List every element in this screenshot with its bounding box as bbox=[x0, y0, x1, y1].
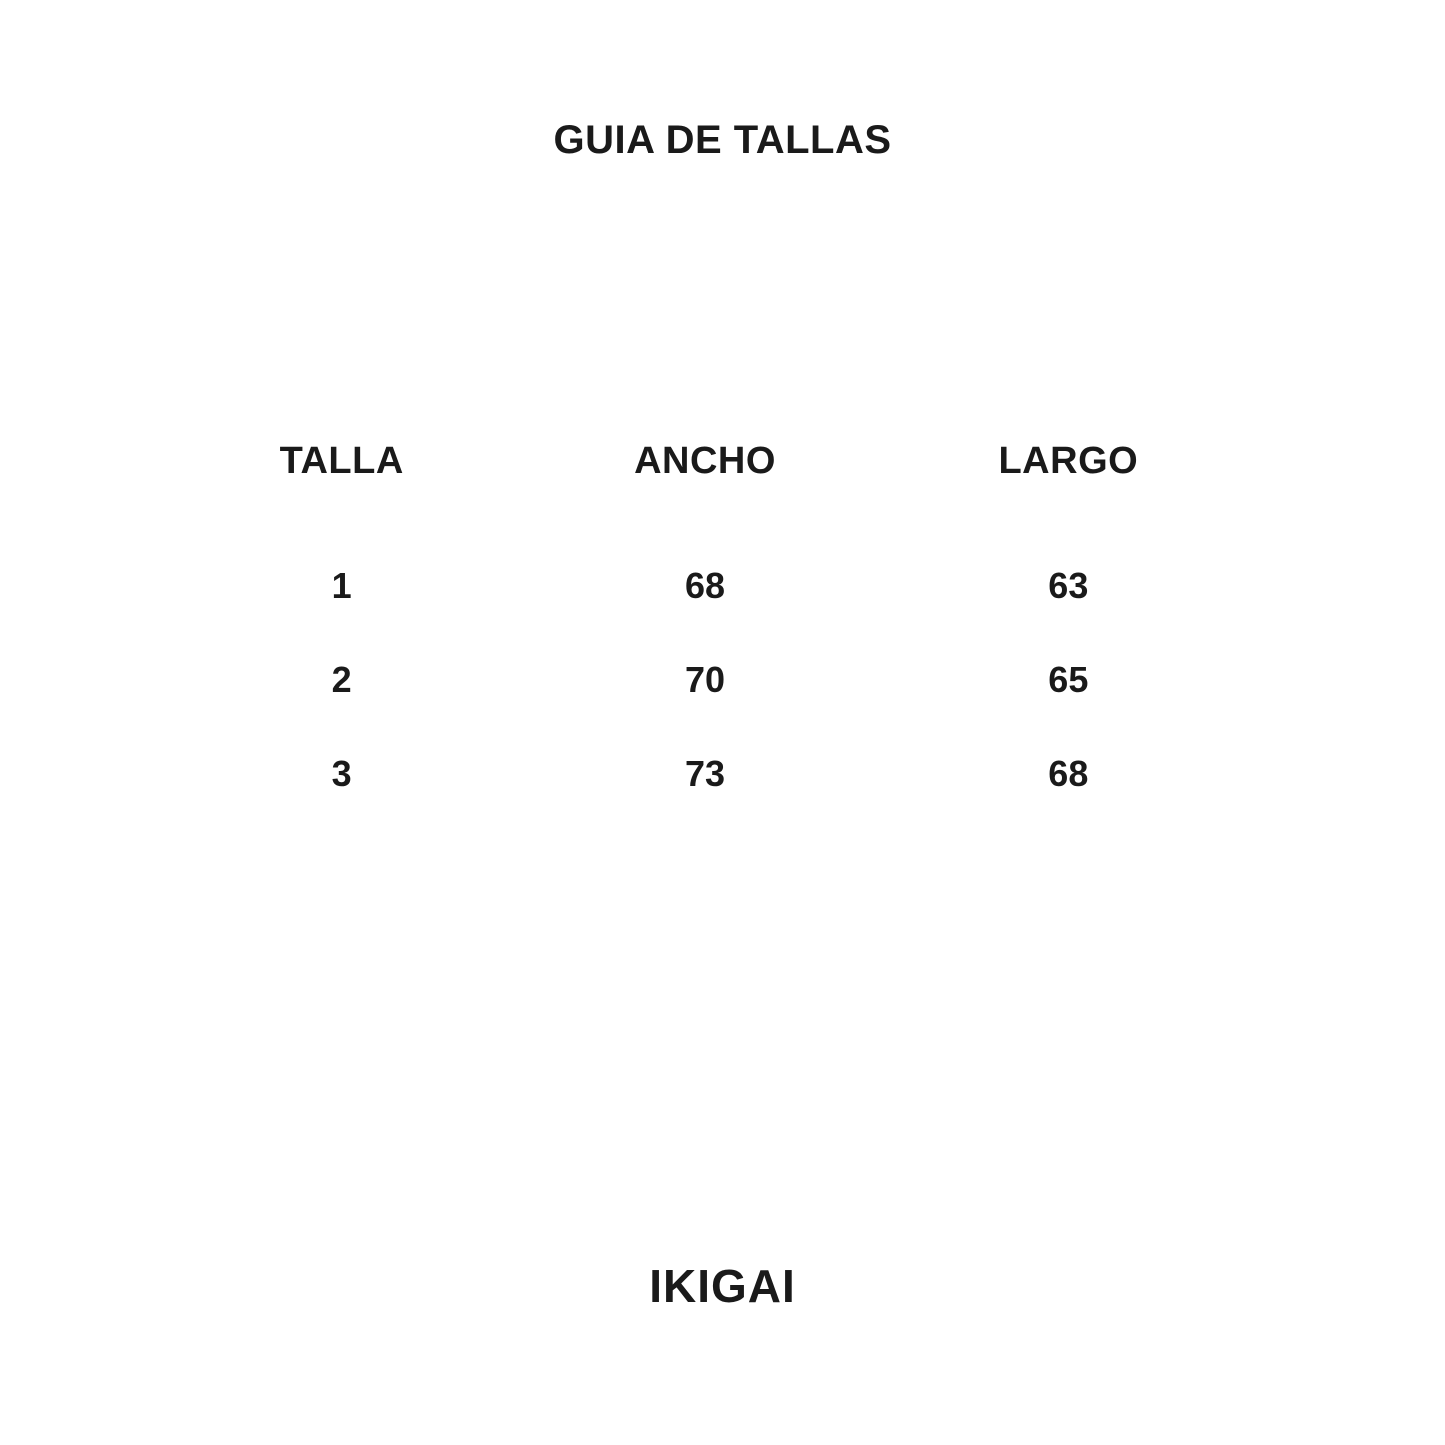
cell-ancho: 70 bbox=[684, 659, 726, 700]
table-header-row bbox=[160, 440, 1250, 539]
page-title: GUIA DE TALLAS bbox=[553, 118, 892, 162]
size-guide-table bbox=[160, 440, 1250, 821]
cell-talla: 2 bbox=[331, 659, 352, 700]
brand-name: IKIGAI bbox=[649, 1260, 796, 1312]
cell-largo: 63 bbox=[1048, 565, 1089, 606]
cell-talla: 3 bbox=[331, 753, 352, 794]
cell-ancho: 73 bbox=[684, 753, 726, 794]
column-header-ancho: ANCHO bbox=[634, 440, 776, 482]
table-row bbox=[160, 539, 1250, 633]
cell-largo: 65 bbox=[1048, 659, 1089, 700]
cell-largo: 68 bbox=[1048, 753, 1089, 794]
table-row bbox=[160, 727, 1250, 821]
column-header-largo: LARGO bbox=[998, 440, 1139, 482]
cell-talla: 1 bbox=[331, 565, 352, 606]
column-header-talla: TALLA bbox=[279, 440, 404, 482]
cell-ancho: 68 bbox=[684, 565, 726, 606]
table-row bbox=[160, 633, 1250, 727]
